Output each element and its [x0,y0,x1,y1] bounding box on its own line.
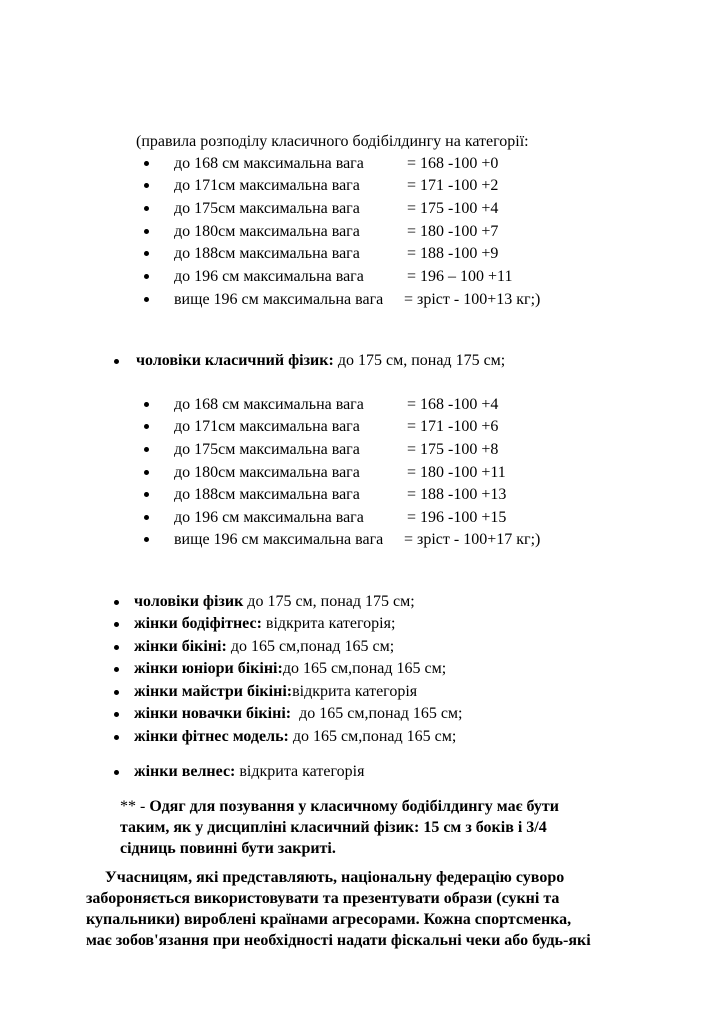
category-detail: до 165 см,понад 165 см; [226,638,395,655]
category-title: жінки велнес: [134,763,236,780]
item-label: вище 196 см максимальна вага [174,291,384,308]
category-detail: до 175 см, понад 175 см; [333,352,506,369]
bullet-icon [114,645,119,650]
category-line [134,727,456,747]
category-title: жінки новачки бікіні: [134,705,292,722]
closing-line-3: купальники) вироблені країнами агресорами. Кожна спортсменка, [86,911,572,928]
item-label: вище 196 см максимальна вага [174,531,384,548]
bullet-icon [144,424,149,429]
note-text: Одяг для позування у класичному бодібілдингу має бути [149,798,559,815]
category-title: жінки фітнес модель: [134,728,289,745]
category-title: жінки бікіні: [134,638,227,655]
item-label: до 175см максимальна вага [174,200,360,217]
item-formula: = зріст - 100+13 кг;) [404,291,541,308]
item-formula: = 196 – 100 +11 [407,268,513,285]
item-label: до 171см максимальна вага [174,418,360,435]
category-detail: до 165 см,понад 165 см; [291,705,463,722]
category-line [134,682,417,702]
bullet-icon [144,402,149,407]
note-prefix: ** - [120,798,150,815]
item-formula: = 175 -100 +8 [407,441,499,458]
bullet-icon [144,492,149,497]
category-detail: відкрита категорія [235,763,365,780]
item-formula: = 168 -100 +0 [407,155,499,172]
item-formula: = зріст - 100+17 кг;) [404,531,541,548]
item-label: до 188см максимальна вага [174,486,360,503]
bullet-icon [114,712,119,717]
intro-text: (правила розподілу класичного бодібілдингу на категорії: [136,133,529,150]
bullet-icon [144,183,149,188]
item-formula: = 180 -100 +7 [407,223,499,240]
category-detail: до 165 см,понад 165 см; [288,728,457,745]
bullet-icon [144,229,149,234]
item-formula: = 188 -100 +9 [407,245,499,262]
bullet-icon [144,206,149,211]
category-detail: відкрита категорія [292,683,418,700]
category-line [134,704,463,724]
closing-line-1: Учасницям, які представляють, національну федерацію суворо [105,869,565,886]
bullet-icon [144,515,149,520]
bullet-icon [144,447,149,452]
item-label: до 180см максимальна вага [174,464,360,481]
item-formula: = 175 -100 +4 [407,200,499,217]
item-formula: = 180 -100 +11 [407,464,506,481]
category-detail: до 165 см,понад 165 см; [282,660,447,677]
bullet-icon [114,770,119,775]
note-line-1 [120,797,559,817]
category-detail: до 175 см, понад 175 см; [243,593,415,610]
bullet-icon [114,690,119,695]
bullet-icon [114,622,119,627]
category-title: жінки бодіфітнес: [134,615,262,632]
bullet-icon [114,359,119,364]
bullet-icon [144,274,149,279]
bullet-icon [114,667,119,672]
item-label: до 196 см максимальна вага [174,509,364,526]
item-formula: = 168 -100 +4 [407,396,499,413]
category-line [136,351,505,371]
closing-line-4: має зобов'язання при необхідності надати фіскальні чеки або будь-які [86,932,591,949]
category-title: жінки юніори бікіні: [134,660,283,677]
item-label: до 168 см максимальна вага [174,155,364,172]
bullet-icon [144,161,149,166]
category-line [134,614,395,634]
category-line [134,592,415,612]
note-line-2: таким, як у дисципліні класичний фізик: 15 см з боків і 3/4 [120,819,547,836]
item-label: до 196 см максимальна вага [174,268,364,285]
item-label: до 171см максимальна вага [174,177,360,194]
note-line-3: сідниць повинні бути закриті. [120,840,336,857]
category-line [134,762,364,782]
item-formula: = 171 -100 +2 [407,177,499,194]
item-label: до 180см максимальна вага [174,223,360,240]
category-detail: відкрита категорія; [261,615,396,632]
closing-line-2: забороняється використовувати та презентувати образи (сукні та [86,890,560,907]
bullet-icon [144,297,149,302]
item-formula: = 171 -100 +6 [407,418,499,435]
category-title: жінки майстри бікіні: [134,683,293,700]
item-label: до 168 см максимальна вага [174,396,364,413]
item-formula: = 188 -100 +13 [407,486,507,503]
bullet-icon [114,735,119,740]
bullet-icon [144,537,149,542]
category-title: чоловіки класичний фізик: [136,352,334,369]
item-label: до 175см максимальна вага [174,441,360,458]
item-formula: = 196 -100 +15 [407,509,507,526]
item-label: до 188см максимальна вага [174,245,360,262]
category-line [134,659,446,679]
bullet-icon [144,251,149,256]
bullet-icon [144,470,149,475]
bullet-icon [114,600,119,605]
category-title: чоловіки фізик [134,593,244,610]
category-line [134,637,394,657]
